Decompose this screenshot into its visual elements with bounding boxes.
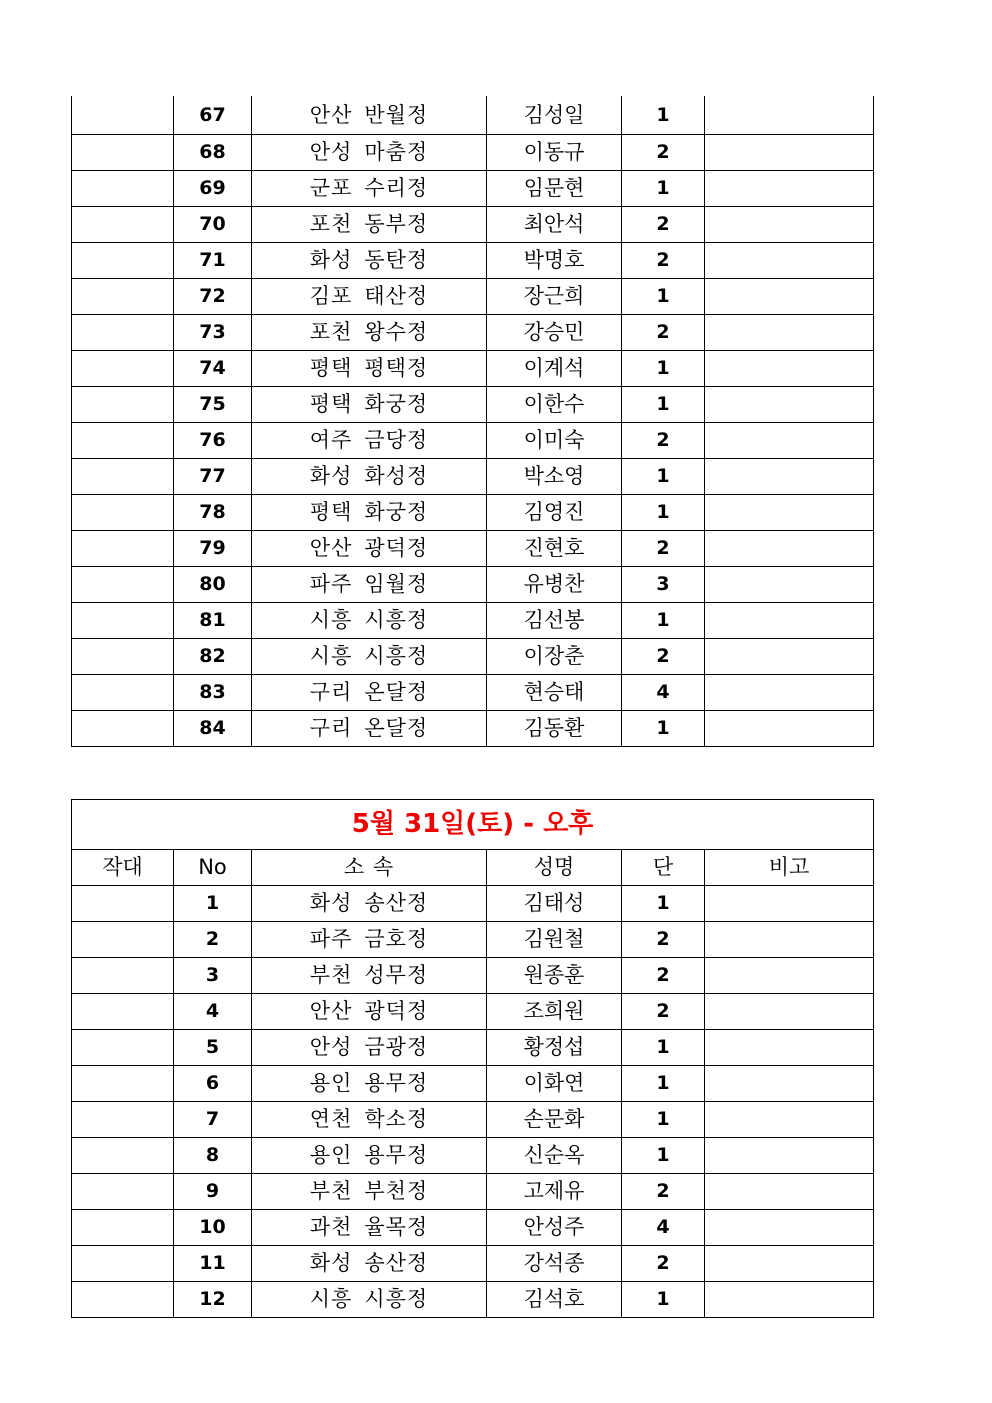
club-text: 광덕정 xyxy=(364,536,429,560)
table-row xyxy=(72,675,874,711)
dan-cell: 1 xyxy=(622,886,705,922)
affiliation-cell xyxy=(252,459,487,495)
affiliation-cell xyxy=(252,1138,487,1174)
city-text: 화성 xyxy=(309,1251,353,1275)
club-text: 화궁정 xyxy=(364,392,429,416)
remarks-cell xyxy=(705,315,874,351)
name-cell: 원종훈 xyxy=(487,958,622,994)
name-cell: 박소영 xyxy=(487,459,622,495)
group-cell xyxy=(72,1210,174,1246)
table-row xyxy=(72,994,874,1030)
club-text: 동탄정 xyxy=(364,248,429,272)
dan-cell: 1 xyxy=(622,1066,705,1102)
name-cell: 이미숙 xyxy=(487,423,622,459)
city-text: 김포 xyxy=(309,284,353,308)
table-row xyxy=(72,567,874,603)
remarks-cell xyxy=(705,1282,874,1318)
remarks-cell xyxy=(705,1210,874,1246)
roster-table-continued xyxy=(71,96,874,747)
table-row xyxy=(72,922,874,958)
dan-cell: 1 xyxy=(622,459,705,495)
table-row xyxy=(72,1174,874,1210)
group-cell xyxy=(72,603,174,639)
city-text: 포천 xyxy=(309,212,353,236)
group-cell xyxy=(72,1102,174,1138)
session-title-row xyxy=(72,800,874,850)
group-cell xyxy=(72,279,174,315)
dan-cell: 2 xyxy=(622,958,705,994)
group-cell xyxy=(72,639,174,675)
club-text: 금당정 xyxy=(364,428,429,452)
club-text: 광덕정 xyxy=(364,999,429,1023)
remarks-cell xyxy=(705,96,874,135)
club-text: 평택정 xyxy=(364,356,429,380)
table-row xyxy=(72,207,874,243)
name-cell: 이화연 xyxy=(487,1066,622,1102)
name-cell: 장근희 xyxy=(487,279,622,315)
group-cell xyxy=(72,243,174,279)
city-text: 과천 xyxy=(309,1215,353,1239)
affiliation-cell xyxy=(252,387,487,423)
table-row xyxy=(72,711,874,747)
no-cell: 75 xyxy=(174,387,252,423)
group-cell xyxy=(72,994,174,1030)
name-cell: 김선봉 xyxy=(487,603,622,639)
no-cell: 84 xyxy=(174,711,252,747)
header-remarks: 비고 xyxy=(705,850,874,886)
no-cell: 3 xyxy=(174,958,252,994)
table-row xyxy=(72,96,874,135)
remarks-cell xyxy=(705,994,874,1030)
remarks-cell xyxy=(705,639,874,675)
city-text: 시흥 xyxy=(309,608,353,632)
remarks-cell xyxy=(705,279,874,315)
club-text: 온달정 xyxy=(364,680,429,704)
remarks-cell xyxy=(705,675,874,711)
no-cell: 4 xyxy=(174,994,252,1030)
group-cell xyxy=(72,675,174,711)
table-row xyxy=(72,886,874,922)
group-cell xyxy=(72,171,174,207)
dan-cell: 1 xyxy=(622,96,705,135)
group-cell xyxy=(72,886,174,922)
no-cell: 9 xyxy=(174,1174,252,1210)
dan-cell: 4 xyxy=(622,675,705,711)
dan-cell: 1 xyxy=(622,387,705,423)
dan-cell: 1 xyxy=(622,495,705,531)
affiliation-cell xyxy=(252,1174,487,1210)
table-row xyxy=(72,639,874,675)
name-cell: 현승태 xyxy=(487,675,622,711)
remarks-cell xyxy=(705,207,874,243)
city-text: 여주 xyxy=(309,428,353,452)
no-cell: 73 xyxy=(174,315,252,351)
group-cell xyxy=(72,922,174,958)
name-cell: 김영진 xyxy=(487,495,622,531)
no-cell: 7 xyxy=(174,1102,252,1138)
dan-cell: 4 xyxy=(622,1210,705,1246)
remarks-cell xyxy=(705,1066,874,1102)
no-cell: 67 xyxy=(174,96,252,135)
name-cell: 이한수 xyxy=(487,387,622,423)
group-cell xyxy=(72,1066,174,1102)
city-text: 화성 xyxy=(309,248,353,272)
dan-cell: 2 xyxy=(622,639,705,675)
no-cell: 77 xyxy=(174,459,252,495)
no-cell: 81 xyxy=(174,603,252,639)
city-text: 용인 xyxy=(309,1143,353,1167)
city-text: 구리 xyxy=(309,680,353,704)
remarks-cell xyxy=(705,459,874,495)
table-row xyxy=(72,1066,874,1102)
group-cell xyxy=(72,1138,174,1174)
club-text: 학소정 xyxy=(364,1107,429,1131)
club-text: 송산정 xyxy=(364,1251,429,1275)
club-text: 태산정 xyxy=(364,284,429,308)
dan-cell: 1 xyxy=(622,1138,705,1174)
affiliation-cell xyxy=(252,495,487,531)
remarks-cell xyxy=(705,423,874,459)
dan-cell: 2 xyxy=(622,315,705,351)
affiliation-cell xyxy=(252,922,487,958)
name-cell: 이계석 xyxy=(487,351,622,387)
group-cell xyxy=(72,423,174,459)
remarks-cell xyxy=(705,1102,874,1138)
name-cell: 최안석 xyxy=(487,207,622,243)
city-text: 부천 xyxy=(309,1179,353,1203)
roster-table-afternoon xyxy=(71,799,874,1318)
club-text: 온달정 xyxy=(364,716,429,740)
affiliation-cell xyxy=(252,135,487,171)
table-row xyxy=(72,1030,874,1066)
club-text: 왕수정 xyxy=(364,320,429,344)
no-cell: 70 xyxy=(174,207,252,243)
table-row xyxy=(72,315,874,351)
club-text: 부천정 xyxy=(364,1179,429,1203)
dan-cell: 1 xyxy=(622,603,705,639)
group-cell xyxy=(72,1246,174,1282)
club-text: 반월정 xyxy=(364,102,429,127)
club-text: 송산정 xyxy=(364,891,429,915)
club-text: 마춤정 xyxy=(364,140,429,164)
affiliation-cell xyxy=(252,1066,487,1102)
city-text: 군포 xyxy=(309,176,353,200)
city-text: 시흥 xyxy=(309,644,353,668)
club-text: 화궁정 xyxy=(364,500,429,524)
no-cell: 1 xyxy=(174,886,252,922)
club-text: 화성정 xyxy=(364,464,429,488)
no-cell: 69 xyxy=(174,171,252,207)
city-text: 연천 xyxy=(309,1107,353,1131)
group-cell xyxy=(72,495,174,531)
dan-cell: 1 xyxy=(622,171,705,207)
dan-cell: 2 xyxy=(622,922,705,958)
no-cell: 76 xyxy=(174,423,252,459)
remarks-cell xyxy=(705,922,874,958)
city-text: 부천 xyxy=(309,963,353,987)
roster-body xyxy=(72,886,874,1318)
city-text: 화성 xyxy=(309,891,353,915)
city-text: 평택 xyxy=(309,356,353,380)
city-text: 안산 xyxy=(309,536,353,560)
name-cell: 김원철 xyxy=(487,922,622,958)
affiliation-cell xyxy=(252,886,487,922)
group-cell xyxy=(72,958,174,994)
city-text: 파주 xyxy=(309,572,353,596)
name-cell: 안성주 xyxy=(487,1210,622,1246)
dan-cell: 1 xyxy=(622,279,705,315)
no-cell: 82 xyxy=(174,639,252,675)
affiliation-cell xyxy=(252,315,487,351)
group-cell xyxy=(72,96,174,135)
remarks-cell xyxy=(705,1246,874,1282)
no-cell: 10 xyxy=(174,1210,252,1246)
city-text: 안산 xyxy=(309,999,353,1023)
no-cell: 74 xyxy=(174,351,252,387)
no-cell: 72 xyxy=(174,279,252,315)
group-cell xyxy=(72,1282,174,1318)
affiliation-cell xyxy=(252,567,487,603)
name-cell: 김석호 xyxy=(487,1282,622,1318)
remarks-cell xyxy=(705,495,874,531)
no-cell: 68 xyxy=(174,135,252,171)
remarks-cell xyxy=(705,351,874,387)
city-text: 구리 xyxy=(309,716,353,740)
club-text: 시흥정 xyxy=(364,644,429,668)
remarks-cell xyxy=(705,886,874,922)
no-cell: 79 xyxy=(174,531,252,567)
name-cell: 황정섭 xyxy=(487,1030,622,1066)
name-cell: 신순옥 xyxy=(487,1138,622,1174)
table-row xyxy=(72,531,874,567)
affiliation-cell xyxy=(252,279,487,315)
city-text: 평택 xyxy=(309,392,353,416)
city-text: 용인 xyxy=(309,1071,353,1095)
affiliation-cell xyxy=(252,1210,487,1246)
affiliation-cell xyxy=(252,958,487,994)
remarks-cell xyxy=(705,711,874,747)
group-cell xyxy=(72,135,174,171)
dan-cell: 2 xyxy=(622,423,705,459)
no-cell: 6 xyxy=(174,1066,252,1102)
group-cell xyxy=(72,315,174,351)
no-cell: 2 xyxy=(174,922,252,958)
table-row xyxy=(72,1210,874,1246)
dan-cell: 1 xyxy=(622,1102,705,1138)
name-cell: 박명호 xyxy=(487,243,622,279)
table-row xyxy=(72,603,874,639)
club-text: 임월정 xyxy=(364,572,429,596)
affiliation-cell xyxy=(252,96,487,135)
table-row xyxy=(72,459,874,495)
remarks-cell xyxy=(705,603,874,639)
dan-cell: 2 xyxy=(622,1246,705,1282)
header-no: No xyxy=(174,850,252,886)
group-cell xyxy=(72,1174,174,1210)
dan-cell: 2 xyxy=(622,243,705,279)
header-row xyxy=(72,850,874,886)
dan-cell: 1 xyxy=(622,711,705,747)
no-cell: 5 xyxy=(174,1030,252,1066)
remarks-cell xyxy=(705,171,874,207)
affiliation-cell xyxy=(252,994,487,1030)
header-dan: 단 xyxy=(622,850,705,886)
name-cell: 김태성 xyxy=(487,886,622,922)
affiliation-cell xyxy=(252,243,487,279)
affiliation-cell xyxy=(252,711,487,747)
no-cell: 8 xyxy=(174,1138,252,1174)
table-row xyxy=(72,171,874,207)
remarks-cell xyxy=(705,1030,874,1066)
remarks-cell xyxy=(705,1174,874,1210)
affiliation-cell xyxy=(252,171,487,207)
city-text: 화성 xyxy=(309,464,353,488)
name-cell: 손문화 xyxy=(487,1102,622,1138)
name-cell: 이동규 xyxy=(487,135,622,171)
affiliation-cell xyxy=(252,423,487,459)
remarks-cell xyxy=(705,243,874,279)
name-cell: 김성일 xyxy=(487,96,622,135)
group-cell xyxy=(72,567,174,603)
city-text: 안성 xyxy=(309,1035,353,1059)
group-cell xyxy=(72,531,174,567)
name-cell: 이장춘 xyxy=(487,639,622,675)
club-text: 시흥정 xyxy=(364,1287,429,1311)
city-text: 안산 xyxy=(309,102,353,127)
dan-cell: 2 xyxy=(622,994,705,1030)
header-affiliation: 소 속 xyxy=(252,850,487,886)
no-cell: 83 xyxy=(174,675,252,711)
city-text: 안성 xyxy=(309,140,353,164)
table-row xyxy=(72,279,874,315)
club-text: 금광정 xyxy=(364,1035,429,1059)
affiliation-cell xyxy=(252,351,487,387)
affiliation-cell xyxy=(252,675,487,711)
table-row xyxy=(72,1246,874,1282)
no-cell: 78 xyxy=(174,495,252,531)
roster-body xyxy=(72,96,874,747)
club-text: 동부정 xyxy=(364,212,429,236)
name-cell: 임문현 xyxy=(487,171,622,207)
group-cell xyxy=(72,711,174,747)
remarks-cell xyxy=(705,387,874,423)
club-text: 금호정 xyxy=(364,927,429,951)
no-cell: 80 xyxy=(174,567,252,603)
affiliation-cell xyxy=(252,603,487,639)
city-text: 시흥 xyxy=(309,1287,353,1311)
name-cell: 강승민 xyxy=(487,315,622,351)
remarks-cell xyxy=(705,958,874,994)
name-cell: 조희원 xyxy=(487,994,622,1030)
table-row xyxy=(72,351,874,387)
group-cell xyxy=(72,207,174,243)
remarks-cell xyxy=(705,1138,874,1174)
no-cell: 12 xyxy=(174,1282,252,1318)
club-text: 용무정 xyxy=(364,1143,429,1167)
city-text: 평택 xyxy=(309,500,353,524)
no-cell: 71 xyxy=(174,243,252,279)
table-row xyxy=(72,958,874,994)
affiliation-cell xyxy=(252,1282,487,1318)
dan-cell: 1 xyxy=(622,1282,705,1318)
table-row xyxy=(72,135,874,171)
name-cell: 김동환 xyxy=(487,711,622,747)
affiliation-cell xyxy=(252,207,487,243)
remarks-cell xyxy=(705,531,874,567)
table-row xyxy=(72,243,874,279)
group-cell xyxy=(72,459,174,495)
table-row xyxy=(72,495,874,531)
affiliation-cell xyxy=(252,531,487,567)
dan-cell: 2 xyxy=(622,531,705,567)
group-cell xyxy=(72,387,174,423)
remarks-cell xyxy=(705,135,874,171)
club-text: 성무정 xyxy=(364,963,429,987)
city-text: 포천 xyxy=(309,320,353,344)
affiliation-cell xyxy=(252,1102,487,1138)
table-row xyxy=(72,1102,874,1138)
dan-cell: 2 xyxy=(622,135,705,171)
club-text: 용무정 xyxy=(364,1071,429,1095)
dan-cell: 1 xyxy=(622,351,705,387)
city-text: 파주 xyxy=(309,927,353,951)
session-title: 5월 31일(토) - 오후 xyxy=(72,800,874,850)
table-row xyxy=(72,387,874,423)
club-text: 율목정 xyxy=(364,1215,429,1239)
affiliation-cell xyxy=(252,1030,487,1066)
remarks-cell xyxy=(705,567,874,603)
dan-cell: 3 xyxy=(622,567,705,603)
dan-cell: 1 xyxy=(622,1030,705,1066)
dan-cell: 2 xyxy=(622,207,705,243)
name-cell: 고제유 xyxy=(487,1174,622,1210)
group-cell xyxy=(72,1030,174,1066)
table-row xyxy=(72,1282,874,1318)
header-group: 작대 xyxy=(72,850,174,886)
club-text: 시흥정 xyxy=(364,608,429,632)
club-text: 수리정 xyxy=(364,176,429,200)
affiliation-cell xyxy=(252,1246,487,1282)
affiliation-cell xyxy=(252,639,487,675)
dan-cell: 2 xyxy=(622,1174,705,1210)
table-row xyxy=(72,1138,874,1174)
header-name: 성명 xyxy=(487,850,622,886)
group-cell xyxy=(72,351,174,387)
name-cell: 강석종 xyxy=(487,1246,622,1282)
no-cell: 11 xyxy=(174,1246,252,1282)
name-cell: 진현호 xyxy=(487,531,622,567)
name-cell: 유병찬 xyxy=(487,567,622,603)
table-row xyxy=(72,423,874,459)
